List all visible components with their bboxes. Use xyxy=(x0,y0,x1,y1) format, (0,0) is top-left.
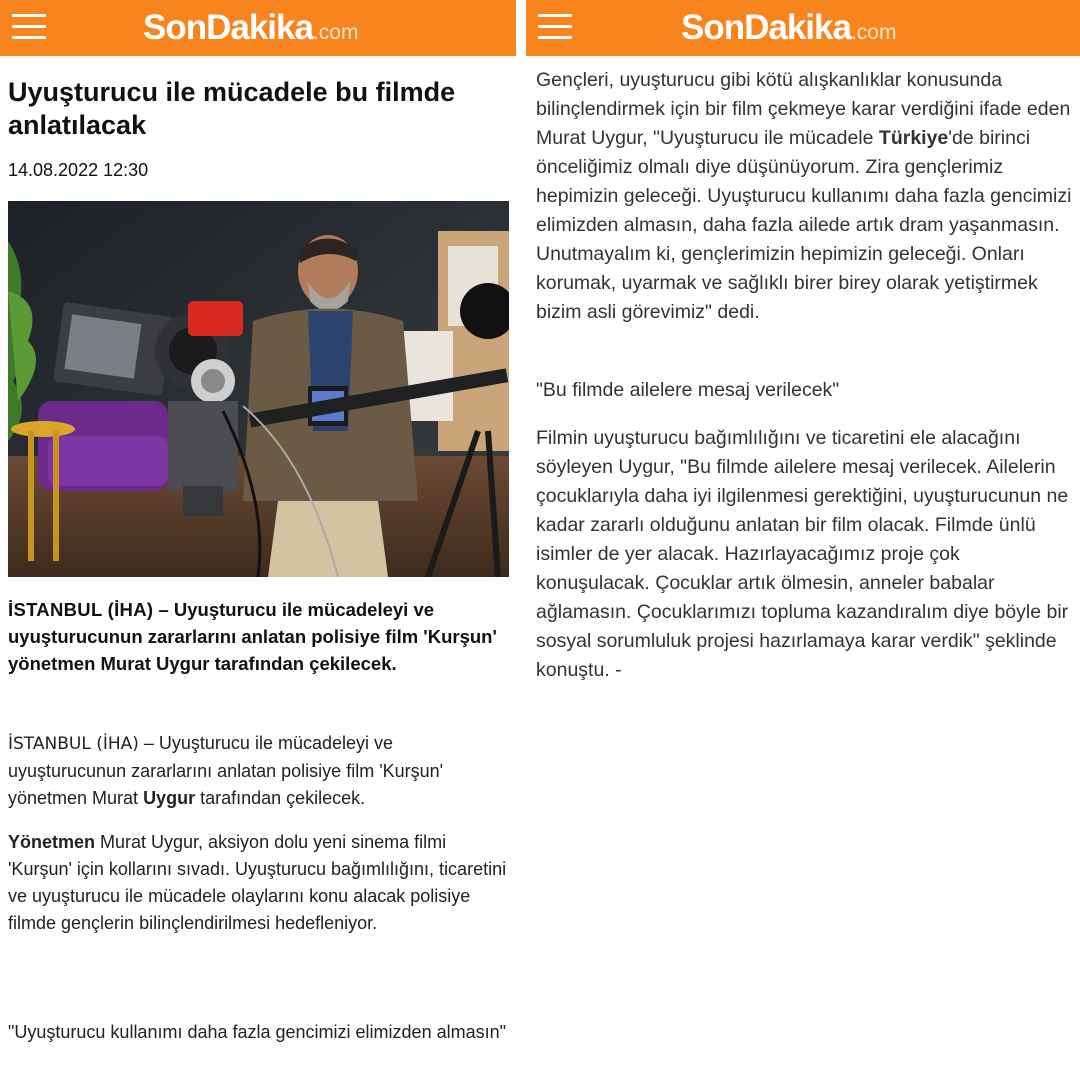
article-paragraph-3 xyxy=(536,66,1076,327)
article-subheading-2: "Bu filmde ailelere mesaj verilecek" xyxy=(536,379,840,401)
lead-text: – Uyuşturucu ile mücadeleyi ve uyuşturucunun zararlarını anlatan polisiye film 'Kurşun' yönetmen Murat Uygur tarafından çekilecek. xyxy=(8,599,497,674)
site-logo[interactable] xyxy=(681,4,896,52)
hamburger-menu-button[interactable] xyxy=(538,11,574,43)
article-paragraph-4: Filmin uyuşturucu bağımlılığını ve ticaretini ele alacağını söyleyen Uygur, "Bu filmde ailelere mesaj verilecek. Ailelerin çocuklarıyla daha iyi ilgilenmesi gerektiğini, uyuşturucunun ne kadar zararlı olduğunu anlatan bir film olacak. Filmde ünlü isimler de yer alacak. Hazırlayacağımız proje çok konuşulacak. Çocuklar artık ölmesin, anneler babalar ağlamasın. Çocuklarımızı topluma kazandıralım diye böyle bir sosyal sorumluluk projesi hazırlamaya karar verdik" şeklinde konuştu. - xyxy=(536,427,1069,681)
menu-icon xyxy=(538,14,572,17)
menu-icon-bar xyxy=(12,36,46,39)
menu-icon-bar xyxy=(538,36,572,39)
article-subheading-1: "Uyuşturucu kullanımı daha fazla gencimizi elimizden almasın" xyxy=(8,1022,506,1042)
paragraph-3-bold: Türkiye xyxy=(878,127,949,149)
paragraph-3-text-b: 'de birinci önceliğimiz olmalı diye düşünüyorum. Zira gençlerimiz hepimizin geleceği. Uyuşturucu kullanımı daha fazla gencimizi elimizden almasın, daha fazla ailede artık dram yaşanmasın. Unutmayalım ki, gençlerimizin hepimizin geleceği. Onları korumak, uyarmak ve sağlıklı birer birey olarak yetiştirmek bizim asli görevimiz" dedi. xyxy=(536,127,1072,323)
site-header xyxy=(0,0,516,56)
logo-tld: .com xyxy=(850,21,897,44)
article-lead xyxy=(8,596,508,677)
article-datetime: 14.08.2022 12:30 xyxy=(8,160,149,180)
paragraph-1-bold: Uygur xyxy=(143,788,196,808)
lead-location: İSTANBUL (İHA) xyxy=(8,599,154,620)
article-paragraph-2 xyxy=(8,829,508,937)
paragraph-1-text-b: tarafından çekilecek. xyxy=(195,788,366,808)
menu-icon-bar xyxy=(12,25,46,28)
hamburger-menu-button[interactable] xyxy=(12,11,48,43)
right-screen xyxy=(526,0,1080,1080)
photo-image xyxy=(8,201,509,577)
paragraph-2-text: Murat Uygur, aksiyon dolu yeni sinema filmi 'Kurşun' için kollarını sıvadı. Uyuşturucu bağımlılığını, ticaretini ve uyuşturucu ile mücadele olaylarını konu alacak polisiye filmde gençlerin bilinçlendirilmesi hedefleniyor. xyxy=(8,832,507,933)
logo-tld: .com xyxy=(312,21,359,44)
menu-icon-bar xyxy=(538,25,572,28)
paragraph-1-text-a: – Uyuşturucu ile mücadeleyi ve uyuşturucunun zararlarını anlatan polisiye film 'Kurşun' yönetmen Murat xyxy=(8,733,444,808)
menu-icon xyxy=(12,14,46,17)
article-photo[interactable] xyxy=(8,201,509,577)
site-header xyxy=(526,0,1080,56)
site-logo[interactable] xyxy=(143,4,358,52)
paragraph-3-text-a: Gençleri, uyuşturucu gibi kötü alışkanlıklar konusunda bilinçlendirmek için bir film çekmeye karar verdiğini ifade eden Murat Uygur, "Uyuşturucu ile mücadele xyxy=(536,69,1071,149)
logo-brand: SonDakika xyxy=(681,8,851,47)
paragraph-location: İSTANBUL (İHA) xyxy=(8,734,139,754)
logo-brand: SonDakika xyxy=(143,8,313,47)
article-paragraph-1 xyxy=(8,730,508,812)
panel-divider xyxy=(516,0,526,1080)
paragraph-2-bold: Yönetmen xyxy=(8,832,96,852)
left-screen xyxy=(0,0,516,1080)
article-headline: Uyuşturucu ile mücadele bu filmde anlatılacak xyxy=(8,77,456,140)
